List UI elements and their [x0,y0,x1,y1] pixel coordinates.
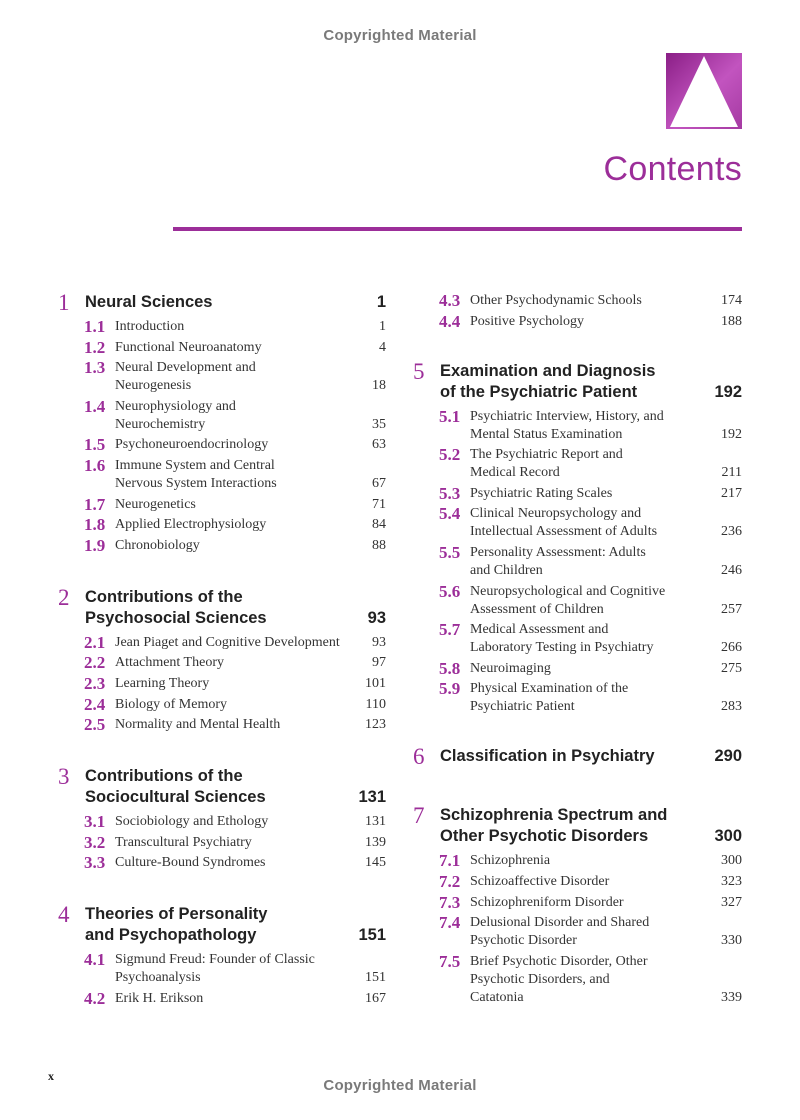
toc-entry[interactable] [413,583,742,619]
section-title: Normality and Mental Health [115,717,281,733]
toc-entry[interactable] [58,834,386,852]
copyright-watermark-bottom: Copyrighted Material [323,1077,477,1094]
toc-entry[interactable] [413,914,742,950]
section-page: 123 [365,717,386,733]
section-title: Biology of Memory [115,696,227,712]
chapter-number: 4 [58,902,70,928]
chapter-page: 290 [714,747,742,766]
section-number: 3.2 [84,832,106,852]
toc-entry[interactable] [413,292,742,310]
section-title: Clinical Neuropsychology and Intellectual Assessment of Adults [470,506,658,540]
page-title: Contents [603,150,742,188]
section-page: 67 [372,475,386,491]
section-number: 1.7 [84,494,106,514]
section-title: Neuroimaging [470,660,551,676]
chapter-title: Neural Sciences [85,293,213,311]
section-page: 323 [721,873,742,889]
logo [666,53,742,129]
section-list [413,408,742,717]
section-page: 151 [365,970,386,986]
section-title: Attachment Theory [115,655,224,671]
section-title: Delusional Disorder and Shared Psychotic Disorder [470,915,650,949]
toc-entry[interactable] [413,621,742,657]
section-list [58,318,386,555]
section-title: Sigmund Freud: Founder of Classic Psychoanalysis [115,952,315,986]
section-title: Brief Psychotic Disorder, Other Psychotic Disorders, and Catatonia [470,953,648,1005]
chapter-title: Examination and Diagnosis of the Psychiatric Patient [440,361,656,401]
toc-entry[interactable] [413,680,742,716]
chapter-5[interactable] [413,358,742,717]
section-page: 236 [721,524,742,540]
section-number: 7.4 [439,913,461,933]
section-page: 101 [365,675,386,691]
section-number: 1.8 [84,515,106,535]
chapter-4[interactable] [58,904,386,1008]
section-page: 211 [721,465,742,481]
section-number: 7.1 [439,851,461,871]
section-page: 174 [721,293,742,308]
chapter-1[interactable] [58,292,386,555]
chapter-3[interactable] [58,766,386,872]
section-title: Psychiatric Rating Scales [470,485,613,501]
section-title: Other Psychodynamic Schools [470,293,642,308]
chapter-number: 7 [413,803,425,829]
toc-entry[interactable] [58,359,386,395]
chapter-title: Theories of Personality and Psychopathology [85,905,268,945]
section-title: Schizophreniform Disorder [470,894,624,910]
section-page: 188 [721,313,742,329]
toc-entry[interactable] [58,634,386,652]
section-title: Sociobiology and Ethology [115,814,269,830]
section-number: 1.4 [84,396,106,416]
section-number: 2.2 [84,653,106,673]
toc-right-column [413,292,742,1009]
section-page: 300 [721,853,742,869]
section-title: Psychoneuroendocrinology [115,437,269,453]
toc-entry[interactable] [413,505,742,541]
chapter-number: 3 [58,764,70,790]
toc-entry[interactable] [58,990,386,1008]
toc-entry[interactable] [413,894,742,912]
section-number: 4.4 [439,311,461,331]
toc-entry[interactable] [413,873,742,891]
section-page: 145 [365,855,386,871]
section-page: 18 [372,378,386,394]
chapter-7[interactable] [413,805,742,1006]
chapter-title: Contributions of the Psychosocial Sciences [85,587,267,627]
chapter-heading [58,292,386,313]
section-number: 1.5 [84,435,106,455]
section-page: 330 [721,933,742,949]
chapter-number: 2 [58,584,70,610]
section-number: 5.8 [439,658,461,678]
chapter-title: Classification in Psychiatry [440,747,655,766]
chapter-heading [413,744,742,770]
chapter-page: 300 [714,827,742,846]
toc-entry[interactable] [413,313,742,331]
toc-entry[interactable] [58,516,386,534]
section-list [413,852,742,1006]
section-list [58,634,386,734]
chapter-page: 131 [358,788,386,807]
section-page: 246 [721,562,742,578]
section-page: 110 [365,696,386,712]
section-page: 139 [365,834,386,850]
page-number: x [48,1069,54,1083]
toc-entry[interactable] [58,716,386,734]
section-list [413,292,742,331]
section-page: 97 [372,655,386,671]
section-page: 257 [721,601,742,617]
section-number: 7.5 [439,951,461,971]
toc-entry[interactable] [413,953,742,1007]
chapter-heading [58,584,386,629]
section-title: Erik H. Erikson [115,990,204,1006]
section-title: Transcultural Psychiatry [115,834,252,850]
chapter-page: 93 [367,608,386,627]
section-page: 71 [372,496,386,512]
toc-entry[interactable] [58,457,386,493]
section-title: Neural Development and Neurogenesis [115,360,256,394]
triangle-icon [666,53,742,129]
section-page: 131 [365,814,386,830]
toc-entry[interactable] [58,696,386,714]
section-number: 3.1 [84,812,106,832]
chapter-heading [413,805,742,847]
chapter-heading [413,358,742,403]
section-page: 88 [372,537,386,553]
section-number: 5.1 [439,406,461,426]
section-number: 2.3 [84,673,106,693]
section-title: Neuropsychological and Cognitive Assessment of Children [470,583,666,617]
section-number: 4.1 [84,950,106,970]
section-title: Chronobiology [115,537,200,553]
toc-entry[interactable] [58,654,386,672]
chapter-page: 1 [376,293,386,311]
toc-entry[interactable] [413,446,742,482]
section-page: 84 [372,517,386,533]
section-number: 5.3 [439,483,461,503]
toc-entry[interactable] [58,537,386,555]
section-title: Functional Neuroanatomy [115,339,262,355]
toc-left-column [58,292,386,1011]
chapter-2[interactable] [58,584,386,735]
section-title: The Psychiatric Report and Medical Record [470,447,623,481]
toc-entry[interactable] [413,544,742,580]
toc-entry[interactable] [413,485,742,503]
toc-entry[interactable] [413,852,742,870]
section-number: 2.1 [84,632,106,652]
section-page: 167 [365,990,386,1006]
section-number: 1.1 [84,317,106,336]
toc-entry[interactable] [413,408,742,444]
section-number: 1.9 [84,535,106,555]
title-rule [173,227,742,231]
section-title: Physical Examination of the Psychiatric Patient [470,681,629,715]
section-page: 275 [721,660,742,676]
chapter-6[interactable] [413,744,742,770]
section-number: 7.3 [439,892,461,912]
toc-entry[interactable] [58,398,386,434]
section-title: Immune System and Central Nervous System Interactions [115,457,277,491]
section-page: 217 [721,485,742,501]
section-title: Applied Electrophysiology [115,517,267,533]
section-number: 5.5 [439,542,461,562]
section-number: 1.6 [84,455,106,475]
toc-entry[interactable] [58,813,386,831]
section-number: 5.4 [439,504,461,524]
section-page: 339 [721,989,742,1005]
section-number: 1.3 [84,358,106,378]
chapter-heading [58,904,386,946]
section-title: Learning Theory [115,675,210,691]
section-title: Schizophrenia [470,853,551,869]
section-number: 5.2 [439,445,461,465]
toc-entry[interactable] [58,854,386,872]
section-page: 1 [379,319,386,334]
section-page: 327 [721,894,742,910]
section-page: 63 [372,437,386,453]
chapter-number: 1 [58,290,70,315]
section-title: Neurogenetics [115,496,196,512]
section-title: Introduction [115,319,185,334]
section-title: Medical Assessment and Laboratory Testing in Psychiatry [470,622,654,656]
toc-entry[interactable] [58,318,386,336]
section-title: Personality Assessment: Adults and Children [470,544,646,578]
section-title: Schizoaffective Disorder [470,873,610,889]
copyright-watermark-top: Copyrighted Material [323,27,477,44]
toc-entry[interactable] [58,496,386,514]
section-number: 4.2 [84,988,106,1008]
toc-entry[interactable] [413,660,742,678]
section-list [58,813,386,872]
chapter-number: 6 [413,744,425,770]
section-number: 7.2 [439,871,461,891]
section-title: Psychiatric Interview, History, and Mental Status Examination [470,408,664,442]
section-title: Neurophysiology and Neurochemistry [115,398,236,432]
section-page: 266 [721,640,742,656]
toc-entry[interactable] [58,436,386,454]
chapter-page: 192 [714,382,742,401]
section-title: Culture-Bound Syndromes [115,855,266,871]
chapter-title: Contributions of the Sociocultural Sciences [85,767,266,807]
section-number: 5.6 [439,581,461,601]
section-number: 3.3 [84,853,106,873]
section-page: 35 [372,416,386,432]
toc-entry[interactable] [58,675,386,693]
section-page: 192 [721,426,742,442]
section-list [58,951,386,1008]
section-number: 4.3 [439,291,461,310]
section-page: 283 [721,699,742,715]
chapter-number: 5 [413,358,425,384]
section-number: 1.2 [84,337,106,357]
section-number: 2.4 [84,694,106,714]
section-title: Jean Piaget and Cognitive Development [115,634,340,650]
toc-entry[interactable] [58,339,386,357]
section-number: 5.9 [439,679,461,699]
toc-entry[interactable] [58,951,386,987]
chapter-4-continued [413,292,742,331]
section-page: 4 [379,339,386,355]
chapter-page: 151 [358,926,386,945]
chapter-title: Schizophrenia Spectrum and Other Psychotic Disorders [440,806,668,846]
section-number: 5.7 [439,620,461,640]
section-number: 2.5 [84,715,106,735]
section-page: 93 [372,634,386,650]
section-title: Positive Psychology [470,313,584,329]
chapter-heading [58,766,386,808]
